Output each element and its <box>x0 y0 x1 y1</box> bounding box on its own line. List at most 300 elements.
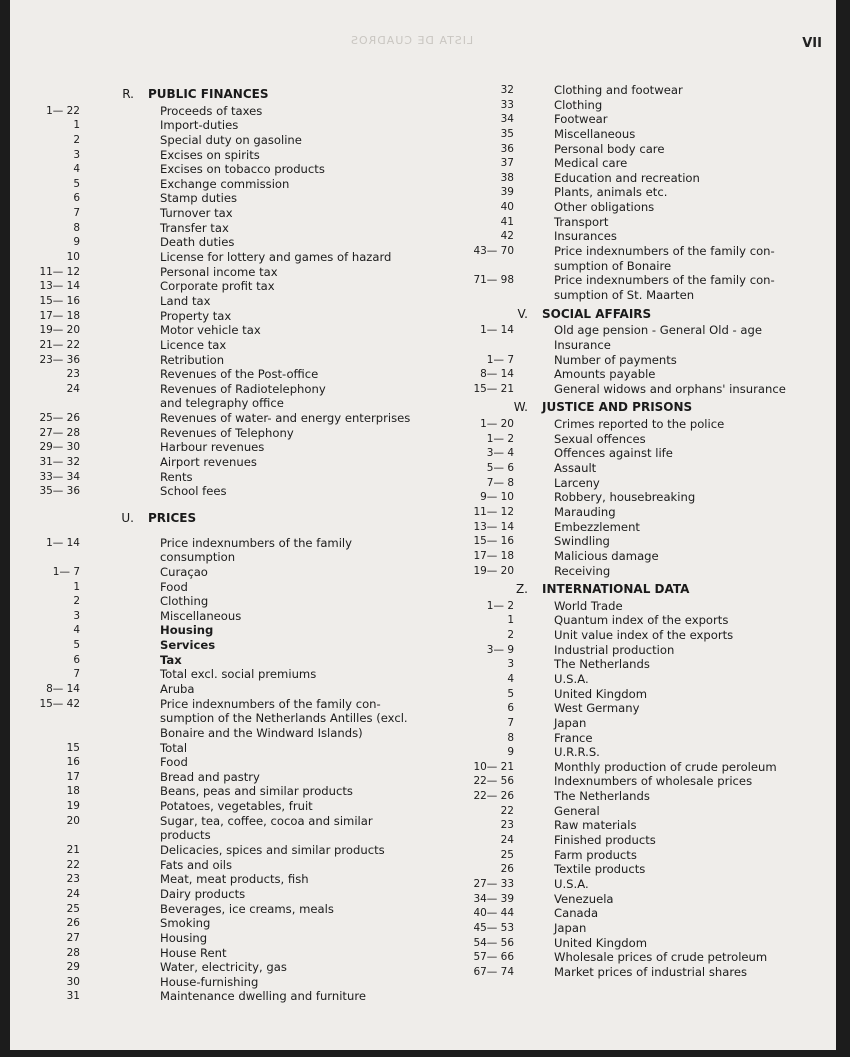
toc-entry <box>422 862 822 877</box>
table-number: 3— 9 <box>486 643 514 656</box>
table-number: 17 <box>66 770 80 783</box>
table-number: 27— 33 <box>473 877 514 890</box>
table-number: 6 <box>73 653 80 666</box>
table-number <box>20 711 80 726</box>
entry-label: Unit value index of the exports <box>554 628 734 643</box>
section-heading <box>422 400 822 415</box>
table-number: 7— 8 <box>486 476 514 489</box>
table-number: 9 <box>507 746 514 759</box>
table-number <box>20 550 80 565</box>
toc-entry <box>422 789 822 804</box>
toc-entry <box>20 148 420 163</box>
toc-entry <box>20 323 420 338</box>
entry-label: Clothing <box>554 97 603 112</box>
entry-label: General <box>554 803 600 818</box>
entry-label: Price indexnumbers of the family <box>160 535 353 550</box>
table-number: 37 <box>500 157 514 170</box>
entry-label: sumption of Bonaire <box>554 258 672 273</box>
table-number: 1— 14 <box>480 324 514 337</box>
entry-label: General widows and orphans' insurance <box>554 381 786 396</box>
toc-entry <box>422 672 822 687</box>
entry-label: Plants, animals etc. <box>554 185 668 200</box>
entry-label: Airport revenues <box>160 455 257 470</box>
table-number: 38 <box>500 171 514 184</box>
toc-entry <box>422 156 822 171</box>
table-number: 2 <box>73 595 80 608</box>
toc-entry <box>422 367 822 382</box>
entry-label: Property tax <box>160 308 232 323</box>
entry-label: License for lottery and games of hazard <box>160 250 392 265</box>
entry-label: U.S.A. <box>554 671 589 686</box>
table-number: 27— 28 <box>39 426 80 439</box>
toc-entry <box>20 916 420 931</box>
toc-entry <box>20 946 420 961</box>
entry-label: Marauding <box>554 504 616 519</box>
toc-entry <box>422 760 822 775</box>
toc-entry <box>422 745 822 760</box>
entry-label: Curaçao <box>160 564 208 579</box>
toc-entry <box>20 309 420 324</box>
entry-label: Excises on tobacco products <box>160 162 325 177</box>
toc-entry <box>422 288 822 303</box>
table-number: 4 <box>507 672 514 685</box>
toc-entry <box>20 411 420 426</box>
toc-entry <box>422 353 822 368</box>
entry-label: Water, electricity, gas <box>160 960 287 975</box>
toc-entry <box>20 191 420 206</box>
table-number: 24 <box>66 382 80 395</box>
entry-label: Death duties <box>160 235 235 250</box>
toc-entry <box>20 887 420 902</box>
entry-label: Miscellaneous <box>554 126 636 141</box>
toc-entry <box>20 975 420 990</box>
toc-entry <box>20 580 420 595</box>
table-number: 3 <box>73 609 80 622</box>
table-number: 1— 2 <box>486 432 514 445</box>
toc-entry <box>422 643 822 658</box>
toc-entry <box>422 921 822 936</box>
toc-entry <box>20 667 420 682</box>
entry-label: Motor vehicle tax <box>160 323 261 338</box>
entry-label: Offences against life <box>554 446 673 461</box>
section-letter: Z. <box>515 582 528 597</box>
section-letter: R. <box>122 87 134 101</box>
table-number: 15 <box>66 741 80 754</box>
entry-label: Transport <box>554 214 609 229</box>
entry-label: Quantum index of the exports <box>554 613 729 628</box>
toc-entry <box>20 455 420 470</box>
entry-label: Education and recreation <box>554 170 700 185</box>
table-number: 1 <box>507 614 514 627</box>
entry-label: Insurances <box>554 229 617 244</box>
entry-label: Monthly production of crude peroleum <box>554 759 777 774</box>
table-number: 39 <box>500 186 514 199</box>
toc-entry <box>422 848 822 863</box>
table-number: 23 <box>66 368 80 381</box>
table-number <box>20 396 80 411</box>
table-number: 7 <box>73 207 80 220</box>
toc-entry <box>20 697 420 712</box>
toc-entry <box>422 83 822 98</box>
entry-label: Textile products <box>554 862 646 877</box>
table-number: 42 <box>500 230 514 243</box>
toc-entry <box>422 476 822 491</box>
toc-entry <box>20 118 420 133</box>
toc-entry <box>20 440 420 455</box>
entry-label: Stamp duties <box>160 191 237 206</box>
table-number: 8— 14 <box>480 368 514 381</box>
entry-label: Larceny <box>554 475 600 490</box>
table-number <box>422 288 514 303</box>
table-number: 19 <box>66 800 80 813</box>
toc-entry <box>20 162 420 177</box>
table-number: 67— 74 <box>473 965 514 978</box>
toc-entry <box>422 774 822 789</box>
entry-label: House-furnishing <box>160 974 259 989</box>
entry-label: consumption <box>160 550 236 565</box>
entry-label: Raw materials <box>554 818 637 833</box>
entry-label: Footwear <box>554 112 608 127</box>
toc-entry <box>20 382 420 397</box>
table-number: 24 <box>500 834 514 847</box>
section-title: SOCIAL AFFAIRS <box>542 306 652 321</box>
table-number: 71— 98 <box>473 274 514 287</box>
toc-entry <box>20 470 420 485</box>
entry-label: Insurance <box>554 337 611 352</box>
toc-entry <box>20 711 420 726</box>
right-column <box>422 83 822 979</box>
table-number: 40 <box>500 201 514 214</box>
table-number: 22— 26 <box>473 790 514 803</box>
entry-label: Clothing <box>160 594 209 609</box>
entry-label: France <box>554 730 593 745</box>
toc-entry <box>20 250 420 265</box>
table-number: 10— 21 <box>473 760 514 773</box>
toc-entry <box>20 594 420 609</box>
section-letter: W. <box>513 400 528 415</box>
entry-label: Turnover tax <box>160 206 233 221</box>
toc-entry <box>20 653 420 668</box>
entry-label: Receiving <box>554 563 611 578</box>
table-number: 24 <box>66 887 80 900</box>
left-column <box>20 83 420 1004</box>
entry-label: Fats and oils <box>160 857 233 872</box>
toc-entry <box>422 818 822 833</box>
entry-label: Embezzlement <box>554 519 640 534</box>
table-number: 1— 14 <box>46 536 80 549</box>
table-number: 13— 14 <box>39 280 80 293</box>
table-number: 17— 18 <box>473 549 514 562</box>
entry-label: Price indexnumbers of the family con- <box>554 244 775 259</box>
toc-entry <box>20 814 420 829</box>
entry-label: Retribution <box>160 352 225 367</box>
toc-entry <box>422 657 822 672</box>
table-number: 27 <box>66 931 80 944</box>
entry-label: Beans, peas and similar products <box>160 784 353 799</box>
entry-label: The Netherlands <box>554 789 650 804</box>
entry-label: Special duty on gasoline <box>160 132 302 147</box>
table-number: 5 <box>73 639 80 652</box>
toc-entry <box>20 872 420 887</box>
entry-label: Food <box>160 579 188 594</box>
entry-label: Smoking <box>160 916 211 931</box>
toc-entry <box>422 273 822 288</box>
entry-label: Exchange commission <box>160 176 290 191</box>
table-number: 57— 66 <box>473 951 514 964</box>
entry-label: Revenues of Telephony <box>160 425 294 440</box>
toc-entry <box>20 221 420 236</box>
entry-label: World Trade <box>554 598 623 613</box>
entry-label: Indexnumbers of wholesale prices <box>554 774 753 789</box>
table-number: 25 <box>66 902 80 915</box>
section-heading <box>422 307 822 322</box>
table-number: 1— 20 <box>480 418 514 431</box>
toc-entry <box>422 892 822 907</box>
toc-entry <box>422 382 822 397</box>
table-number: 5 <box>73 177 80 190</box>
toc-entry <box>422 628 822 643</box>
entry-label: Land tax <box>160 293 211 308</box>
table-number: 21 <box>66 844 80 857</box>
entry-label: Total excl. social premiums <box>160 667 317 682</box>
table-number: 23 <box>500 819 514 832</box>
table-number: 11— 12 <box>473 505 514 518</box>
toc-entry <box>422 323 822 338</box>
table-number: 5— 6 <box>486 462 514 475</box>
toc-entry <box>422 965 822 980</box>
entry-label: United Kingdom <box>554 935 648 950</box>
toc-entry <box>422 731 822 746</box>
entry-label: Personal income tax <box>160 264 278 279</box>
toc-entry <box>20 623 420 638</box>
toc-entry <box>422 534 822 549</box>
toc-entry <box>422 244 822 259</box>
table-number: 26 <box>500 863 514 876</box>
toc-entry <box>20 353 420 368</box>
table-number: 16 <box>66 756 80 769</box>
toc-entry <box>20 133 420 148</box>
table-number: 3— 4 <box>486 447 514 460</box>
entry-label: Total <box>160 740 188 755</box>
section-heading <box>20 87 420 102</box>
entry-label: Finished products <box>554 833 656 848</box>
table-number: 31 <box>66 990 80 1003</box>
toc-entry <box>422 505 822 520</box>
table-number: 45— 53 <box>473 921 514 934</box>
table-number: 22 <box>66 858 80 871</box>
section-letter: U. <box>121 510 134 525</box>
entry-label: Industrial production <box>554 642 675 657</box>
entry-label: House Rent <box>160 945 227 960</box>
section-title: INTERNATIONAL DATA <box>542 582 690 597</box>
entry-label: Malicious damage <box>554 548 659 563</box>
entry-label: Amounts payable <box>554 367 656 382</box>
table-number: 33 <box>500 98 514 111</box>
toc-entry <box>20 960 420 975</box>
table-number: 43— 70 <box>473 245 514 258</box>
entry-label: Beverages, ice creams, meals <box>160 901 334 916</box>
toc-entry <box>422 259 822 274</box>
section-title: PRICES <box>148 510 197 525</box>
entry-label: sumption of St. Maarten <box>554 287 695 302</box>
section-heading <box>20 511 420 526</box>
table-number: 15— 42 <box>39 697 80 710</box>
table-number: 1— 2 <box>486 599 514 612</box>
toc-entry <box>422 185 822 200</box>
table-number: 17— 18 <box>39 309 80 322</box>
entry-label: Number of payments <box>554 352 677 367</box>
toc-entry <box>422 549 822 564</box>
toc-entry <box>422 687 822 702</box>
entry-label: Proceeds of taxes <box>160 103 263 118</box>
entry-label: Personal body care <box>554 141 665 156</box>
toc-entry <box>422 950 822 965</box>
entry-label: Dairy products <box>160 886 246 901</box>
toc-entry <box>422 490 822 505</box>
table-number: 3 <box>73 148 80 161</box>
table-number: 28 <box>66 946 80 959</box>
entry-label: Market prices of industrial shares <box>554 964 748 979</box>
toc-entry <box>20 294 420 309</box>
toc-entry <box>422 200 822 215</box>
table-number: 6 <box>507 702 514 715</box>
table-number: 29— 30 <box>39 441 80 454</box>
entry-label: Old age pension - General Old - age <box>554 323 763 338</box>
entry-label: Revenues of water- and energy enterprises <box>160 411 411 426</box>
entry-label: Medical care <box>554 156 628 171</box>
toc-entry <box>422 804 822 819</box>
entry-label: Tax <box>160 652 182 667</box>
table-number: 34— 39 <box>473 892 514 905</box>
toc-entry <box>20 799 420 814</box>
toc-entry <box>20 931 420 946</box>
toc-entry <box>20 638 420 653</box>
toc-entry <box>422 613 822 628</box>
table-number: 7 <box>73 668 80 681</box>
table-number: 9 <box>73 236 80 249</box>
table-number: 29 <box>66 961 80 974</box>
toc-entry <box>20 396 420 411</box>
entry-label: Sexual offences <box>554 431 646 446</box>
toc-entry <box>422 599 822 614</box>
toc-entry <box>20 726 420 741</box>
toc-entry <box>422 432 822 447</box>
table-number: 4 <box>73 163 80 176</box>
toc-entry <box>20 682 420 697</box>
table-number: 54— 56 <box>473 936 514 949</box>
table-number: 23 <box>66 873 80 886</box>
section-title: PUBLIC FINANCES <box>148 87 269 101</box>
entry-label: Crimes reported to the police <box>554 417 725 432</box>
toc-entry <box>20 565 420 580</box>
entry-label: Bonaire and the Windward Islands) <box>160 725 363 740</box>
toc-entry <box>422 338 822 353</box>
table-number: 8 <box>73 221 80 234</box>
entry-label: Miscellaneous <box>160 608 242 623</box>
entry-label: Meat, meat products, fish <box>160 872 309 887</box>
toc-entry <box>20 989 420 1004</box>
entry-label: Potatoes, vegetables, fruit <box>160 799 313 814</box>
toc-entry <box>20 265 420 280</box>
toc-entry <box>20 536 420 551</box>
table-number: 3 <box>507 658 514 671</box>
table-number: 6 <box>73 192 80 205</box>
page-number: VII <box>802 36 822 51</box>
entry-label: Housing <box>160 930 208 945</box>
table-number: 26 <box>66 917 80 930</box>
toc-entry <box>422 461 822 476</box>
entry-label: and telegraphy office <box>160 396 284 411</box>
entry-label: Revenues of the Post-office <box>160 367 319 382</box>
entry-label: Farm products <box>554 847 637 862</box>
table-number: 9— 10 <box>480 491 514 504</box>
entry-label: Other obligations <box>554 200 655 215</box>
toc-entry <box>20 104 420 119</box>
toc-entry <box>422 701 822 716</box>
entry-label: Japan <box>554 920 587 935</box>
table-number <box>20 828 80 843</box>
toc-entry <box>422 127 822 142</box>
toc-entry <box>20 550 420 565</box>
table-number: 22— 56 <box>473 775 514 788</box>
toc-entry <box>422 171 822 186</box>
table-number: 4 <box>73 624 80 637</box>
table-number <box>422 338 514 353</box>
entry-label: Swindling <box>554 534 610 549</box>
table-number: 25— 26 <box>39 412 80 425</box>
table-number: 18 <box>66 785 80 798</box>
table-number: 36 <box>500 142 514 155</box>
toc-entry <box>20 828 420 843</box>
toc-entry <box>422 833 822 848</box>
table-number: 41 <box>500 215 514 228</box>
entry-label: School fees <box>160 484 227 499</box>
table-number: 20 <box>66 814 80 827</box>
table-number: 10 <box>66 251 80 264</box>
entry-label: sumption of the Netherlands Antilles (excl. <box>160 711 408 726</box>
toc-entry <box>20 902 420 917</box>
toc-entry <box>20 235 420 250</box>
entry-label: Delicacies, spices and similar products <box>160 843 385 858</box>
table-number: 33— 34 <box>39 470 80 483</box>
entry-label: Robbery, housebreaking <box>554 490 696 505</box>
table-number: 1 <box>73 119 80 132</box>
table-number: 25 <box>500 848 514 861</box>
document-page <box>10 0 836 1050</box>
table-number: 1— 7 <box>486 353 514 366</box>
table-number: 35— 36 <box>39 485 80 498</box>
entry-label: Maintenance dwelling and furniture <box>160 989 366 1004</box>
entry-label: United Kingdom <box>554 686 648 701</box>
section-heading <box>422 582 822 597</box>
toc-entry <box>20 784 420 799</box>
entry-label: Import-duties <box>160 118 239 133</box>
entry-label: Housing <box>160 623 214 638</box>
table-number: 1— 7 <box>52 565 80 578</box>
table-number: 7 <box>507 716 514 729</box>
toc-entry <box>20 426 420 441</box>
toc-entry <box>422 417 822 432</box>
entry-label: West Germany <box>554 701 640 716</box>
toc-entry <box>20 484 420 499</box>
toc-entry <box>422 716 822 731</box>
table-number: 30 <box>66 975 80 988</box>
toc-entry <box>422 142 822 157</box>
toc-entry <box>20 609 420 624</box>
toc-entry <box>20 755 420 770</box>
table-number: 32 <box>500 84 514 96</box>
entry-label: U.R.R.S. <box>554 745 600 760</box>
